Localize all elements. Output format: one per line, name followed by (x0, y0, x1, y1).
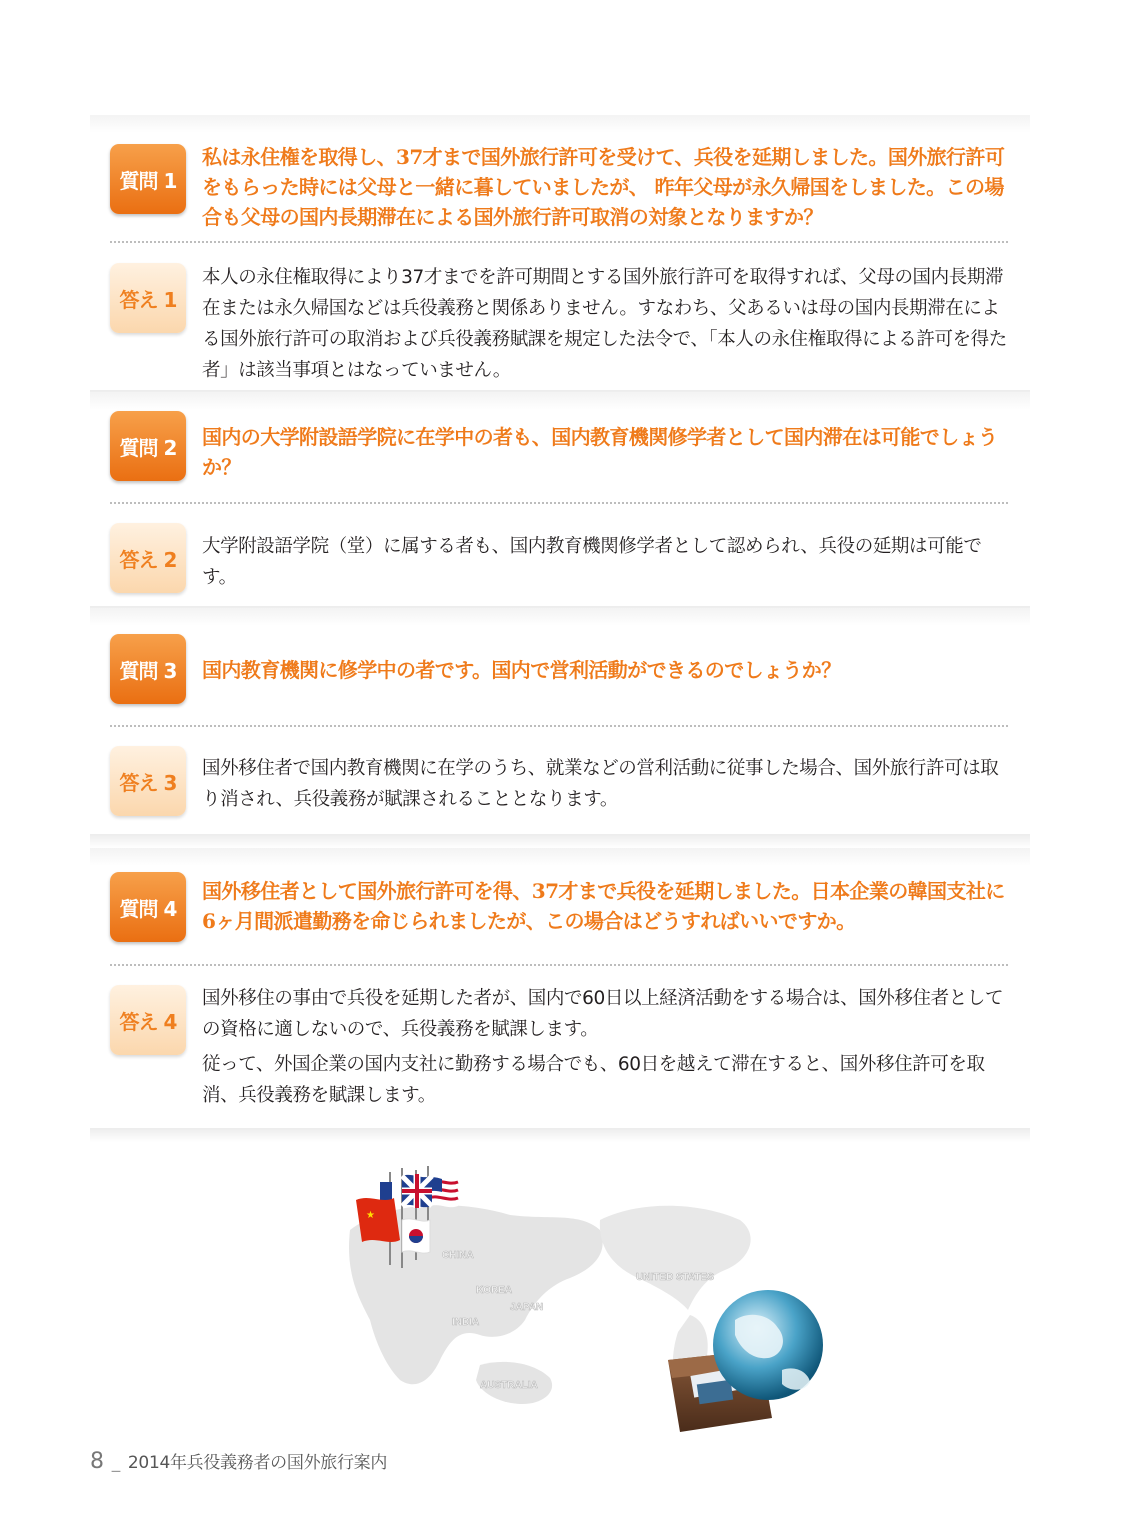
map-label-japan: JAPAN (510, 1302, 544, 1313)
footer-title: 2014年兵役義務者の国外旅行案内 (127, 1453, 388, 1473)
answer-paragraph: 国外移住者で国内教育機関に在学のうち、就業などの営利活動に従事した場合、国外旅行許可は取り消され、兵役義務が賦課されることとなります。 (202, 758, 999, 810)
flag-korea (402, 1219, 430, 1253)
flag-uk (402, 1174, 432, 1208)
divider (110, 964, 1008, 966)
landmass-north-america (600, 1206, 751, 1310)
globe-icon (713, 1290, 823, 1400)
map-label-korea: KOREA (476, 1285, 513, 1296)
answer-paragraph: 大学附設語学院（堂）に属する者も、国内教育機関修学者として認められ、兵役の延期は可能です。 (202, 536, 982, 588)
answer-text (202, 983, 1010, 1111)
divider (110, 502, 1008, 504)
svg-text:★: ★ (366, 1210, 375, 1221)
divider (110, 241, 1008, 243)
answer-text (202, 753, 1010, 815)
flag-usa (428, 1177, 458, 1207)
answer-text (202, 262, 1010, 386)
question-text: 私は永住権を取得し、37才まで国外旅行許可を受けて、兵役を延期しました。国外旅行許可をもらった時には父母と一緒に暮していましたが、 昨年父母が永久帰国をしました。この場合も父母の国内長期滞在による国外旅行許可取消の対象となりますか？ (202, 145, 1005, 229)
answer-text (202, 531, 1010, 593)
question-text: 国内の大学附設語学院に在学中の者も、国内教育機関修学者として国内滞在は可能でしょうか？ (202, 425, 998, 479)
answer-badge: 答え 2 (110, 523, 186, 593)
question-text: 国外移住者として国外旅行許可を得、37才まで兵役を延期しました。日本企業の韓国支社に6ヶ月間派遣勤務を命じられましたが、この場合はどうすればいいですか。 (202, 879, 1005, 933)
flag-china (356, 1198, 400, 1242)
map-label-united-states: UNITED STATES (636, 1272, 714, 1283)
answer-paragraph: 国外移住の事由で兵役を延期した者が、国内で60日以上経済活動をする場合は、国外移住者としての資格に適しないので、兵役義務を賦課します。 (202, 988, 1004, 1040)
divider (110, 725, 1008, 727)
map-label-china: CHINA (442, 1250, 474, 1261)
answer-paragraph: 本人の永住権取得により37才までを許可期間とする国外旅行許可を取得すれば、父母の国内長期滞在または永久帰国などは兵役義務と関係ありません。すなわち、父あるいは母の国内長期滞在による国外旅行許可の取消および兵役義務賦課を規定した法令で、「本人の永住権取得による許可を得た者」は該当事項とはなっていません。 (202, 267, 1007, 381)
question-text: 国内教育機関に修学中の者です。国内で営利活動ができるのでしょうか？ (202, 658, 841, 682)
page-number: 8 (90, 1449, 104, 1474)
question-badge: 質問 4 (110, 872, 186, 942)
answer-badge: 答え 3 (110, 746, 186, 816)
question-badge: 質問 1 (110, 144, 186, 214)
map-label-australia: AUSTRALIA (480, 1380, 538, 1391)
question-badge: 質問 2 (110, 411, 186, 481)
page-footer (90, 1448, 387, 1474)
answer-badge: 答え 1 (110, 263, 186, 333)
answer-badge: 答え 4 (110, 985, 186, 1055)
world-map-illustration (320, 1160, 840, 1450)
map-label-india: INDIA (452, 1317, 480, 1328)
answer-paragraph: 従って、外国企業の国内支社に勤務する場合でも、60日を越えて滞在すると、国外移住許可を取消、兵役義務を賦課します。 (202, 1054, 985, 1106)
footer-separator: _ (111, 1453, 120, 1473)
question-badge: 質問 3 (110, 634, 186, 704)
